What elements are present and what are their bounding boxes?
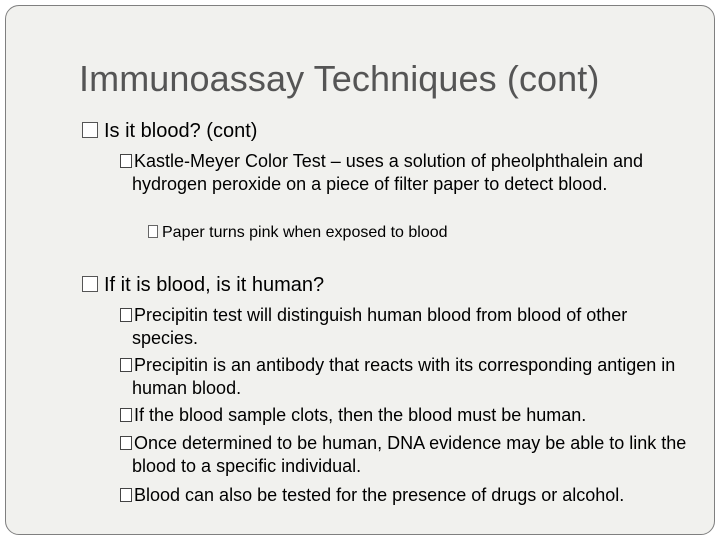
bullet-box-icon bbox=[120, 408, 132, 422]
bullet-text: Kastle-Meyer Color Test – uses a solution of pheolphthalein and hydrogen peroxide on a piece of filter paper to detect blood. bbox=[132, 151, 643, 194]
bullet-text: Once determined to be human, DNA evidence may be able to link the blood to a specific individual. bbox=[132, 433, 687, 476]
bullet-item bbox=[120, 150, 690, 195]
bullet-item bbox=[120, 304, 690, 349]
bullet-box-icon bbox=[120, 308, 132, 322]
slide-title: Immunoassay Techniques (cont) bbox=[79, 58, 600, 99]
section-heading-text: Is it blood? (cont) bbox=[104, 120, 258, 142]
sub-bullet-text: Paper turns pink when exposed to blood bbox=[162, 224, 448, 241]
bullet-box-icon bbox=[148, 225, 158, 238]
bullet-box-icon bbox=[120, 358, 132, 372]
bullet-box-icon bbox=[120, 488, 132, 502]
bullet-item bbox=[120, 484, 690, 507]
section-heading-1 bbox=[82, 120, 257, 143]
bullet-box-icon bbox=[120, 436, 132, 450]
bullet-box-icon bbox=[120, 154, 132, 168]
section-heading-2 bbox=[82, 274, 324, 297]
section-heading-text: If it is blood, is it human? bbox=[104, 274, 325, 296]
bullet-text: Precipitin is an antibody that reacts with its corresponding antigen in human blood. bbox=[132, 355, 676, 398]
bullet-text: Blood can also be tested for the presence of drugs or alcohol. bbox=[134, 485, 625, 505]
bullet-text: Precipitin test will distinguish human blood from blood of other species. bbox=[132, 305, 628, 348]
bullet-item bbox=[120, 432, 690, 477]
sub-bullet-item bbox=[148, 224, 448, 242]
bullet-box-icon bbox=[82, 276, 98, 292]
bullet-item bbox=[120, 404, 690, 427]
bullet-item bbox=[120, 354, 690, 399]
bullet-box-icon bbox=[82, 122, 98, 138]
bullet-text: If the blood sample clots, then the blood must be human. bbox=[134, 405, 587, 425]
